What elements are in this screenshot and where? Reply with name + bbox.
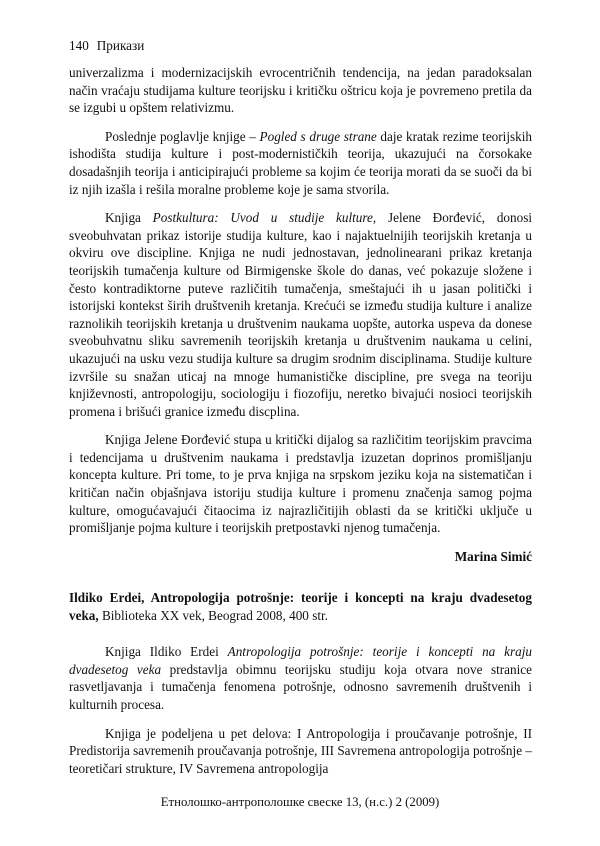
page-number: 140: [69, 38, 89, 53]
journal-footer: Етнолошко-антрополошке свеске 13, (н.с.) 2 (2009): [160, 795, 440, 809]
review-author: Marina Simić: [454, 548, 532, 564]
paragraph: Poslednje poglavlje knjige – Pogled s druge strane daje kratak rezime teorijskih ishodišta studija kulture i post-modernističkih teorija, ukazujući na čorsokake dosadašnjih teorija i anticipirajući probleme sa kojim će teorija morati da se suoči da bi iz njih izašla i rešila moralne probleme koje je sama stvorila.: [69, 128, 532, 197]
review-1-body: [69, 64, 532, 565]
section-title: Прикази: [96, 38, 145, 53]
paragraph: Knjiga Ildiko Erdei Antropologija potrošnje: teorije i koncepti na kraju dvadesetog veka predstavlja obimnu teorijsku studiju koja otvara nove stranice rasvetljavanja i tumačenja fenomena potrošnje, odnosno savremenih društvenih i kulturnih procesa.: [69, 644, 533, 712]
paragraph: univerzalizma i modernizacijskih evrocentričnih tendencija, na jedan paradoksalan način vraćaju studijama kulture teorijsku i kritičku oštricu koja je povremeno pretila da se izgubi u opštem relativizmu.: [69, 65, 532, 116]
review-heading: Ildiko Erdei, Antropologija potrošnje: teorije i koncepti na kraju dvadesetog veka, Biblioteka XX vek, Beograd 2008, 400 str.: [69, 590, 532, 623]
running-head: [69, 38, 152, 54]
paragraph: Knjiga Postkultura: Uvod u studije kulture, Jelene Đorđević, donosi sveobuhvatan prikaz istorije studija kulture, kao i najaktuelnijih teorijskih kretanja u okviru ove discipline. Knjiga ne nudi jednostavan, jednolinearani prikaz kretanja teorijskih tumačenja kulture od Birmigenske škole do danas, već pokazuje složene i često kontradiktorne puteve različitih tumačenja, smeštajući ih u jasan politički i istorijski kontekst širih društvenih kretanja. Krećući se između studija kulture i analize raznolikih teorijskih kretanja u društvenim naukama uopšte, autorka uspeva da donese sveobuhvatnu sliku savremenih teorijskih kretanja u društvenim naukama u celini, ukazujući na usku vezu studija kulture sa drugim srodnim disciplinama. Studije kulture izvršile su snažan uticaj na mnoge humanističke discipline, pre svega na teoriju književnosti, antropologiju, sociologiju i fiozofiju, neretko bivajući nosioci teorijskih promena i brišući granice između discplina.: [69, 210, 532, 419]
review-2-body: [69, 589, 532, 777]
paragraph: Knjiga je podeljena u pet delova: I Antropologija i proučavanje potrošnje, II Predistorija savremenih proučavanja potrošnje, III Savremena antropologija potrošnje – teoretičari strukture, IV Savremena antropologija: [69, 725, 532, 776]
paragraph: Knjiga Jelene Đorđević stupa u kritički dijalog sa različitim teorijskim pravcima i tedencijama u društvenim naukama i predstavlja izuzetan doprinos promišljanju koncepta kulture. Pri tome, to je prva knjiga na srpskom jeziku koja na sistematičan i kritičan način objašnjava istoriju studija kulture i promenu značenja samog pojma kulture, omogućavajući čitaocima iz najrazličitijih oblasti da se kritički uključe u promišljanje pojma kulture i teorijskih pretpostavki njenog tumačenja.: [69, 432, 532, 536]
